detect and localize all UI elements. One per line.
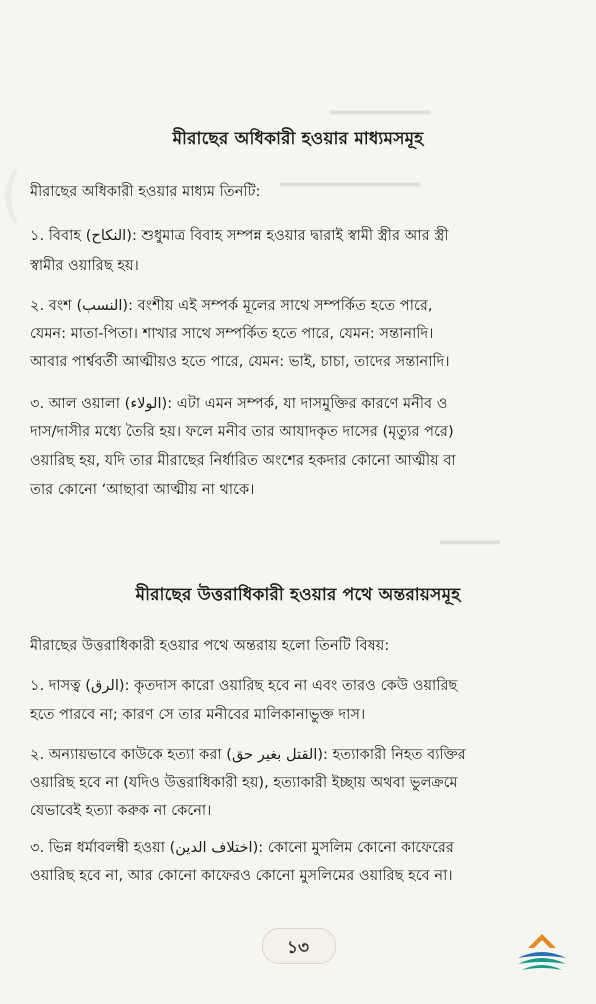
section-heading-2: মীরাছের উত্তরাধিকারী হওয়ার পথে অন্তরায়সমূহ: [135, 585, 461, 605]
bleed-through-margin: (: [0, 160, 24, 230]
paragraph-line: হতে পারবে না; কারণ সে তার মনীবের মালিকানাভুক্ত দাস।: [30, 706, 366, 723]
paragraph-line: ৩. আল ওয়ালা (الولاء): এটা এমন সম্পর্ক, যা দাসমুক্তির কারণে মনীব ও: [30, 395, 448, 412]
paragraph-line: স্বামীর ওয়ারিছ হয়।: [30, 257, 139, 274]
paragraph-line: ৩. ভিন্ন ধর্মাবলম্বী হওয়া (اختلاف الدين): কোনো মুসলিম কোনো কাফেরের: [30, 839, 454, 856]
paragraph-line: মীরাছের উত্তরাধিকারী হওয়ার পথে অন্তরায় হলো তিনটি বিষয়:: [30, 637, 390, 654]
paragraph-line: ওয়ারিছ হবে না, আর কোনো কাফেরও কোনো মুসলিমের ওয়ারিছ হবে না।: [30, 867, 453, 884]
bleed-through-text: ▂▂▂▂▂▂▂▂▂▂: [330, 100, 430, 115]
paragraph-line: আবার পার্শ্ববর্তী আত্মীয়ও হতে পারে, যেমন: ভাই, চাচা, তাদের সন্তানাদি।: [30, 353, 450, 370]
page-number: ১৩: [286, 938, 310, 958]
paragraph-line: যেভাবেই হত্যা করুক না কেনো।: [30, 802, 212, 819]
publisher-logo-icon: [512, 928, 572, 988]
section-heading-1: মীরাছের অধিকারী হওয়ার মাধ্যমসমূহ: [172, 129, 424, 149]
bleed-through-text: ▂▂▂▂▂▂: [440, 530, 500, 545]
paragraph-line: ১. দাসত্ব (الرق): কৃতদাস কারো ওয়ারিছ হবে না এবং তারও কেউ ওয়ারিছ: [30, 677, 458, 694]
paragraph-line: ২. বংশ (النسب): বংশীয় এই সম্পর্ক মূলের সাথে সম্পর্কিত হতে পারে,: [30, 297, 433, 314]
paragraph-line: দাস/দাসীর মধ্যে তৈরি হয়। ফলে মনীব তার আযাদকৃত দাসের (মৃত্যুর পরে): [30, 423, 454, 440]
paragraph-line: ২. অন্যায়ভাবে কাউকে হত্যা করা (القتل بغير حق): হত্যাকারী নিহত ব্যক্তির: [30, 746, 466, 763]
paragraph-line: তার কোনো ‘আছাবা আত্মীয় না থাকে।: [30, 481, 255, 498]
paragraph-line: ১. বিবাহ (النكاح): শুধুমাত্র বিবাহ সম্পন্ন হওয়ার দ্বারাই স্বামী স্ত্রীর আর স্ত্রী: [30, 227, 449, 244]
paragraph-line: ওয়ারিছ হয়, যদি তার মীরাছের নির্ধারিত অংশের হকদার কোনো আত্মীয় বা: [30, 452, 456, 469]
paragraph-line: মীরাছের অধিকারী হওয়ার মাধ্যম তিনটি:: [30, 183, 261, 200]
paragraph-line: যেমন: মাতা-পিতা। শাখার সাথে সম্পর্কিত হতে পারে, যেমন: সন্তানাদি।: [30, 325, 434, 342]
bleed-through-text: ▂▂▂▂▂▂▂▂▂▂▂▂▂▂: [280, 172, 420, 187]
paragraph-line: ওয়ারিছ হবে না (যদিও উত্তরাধিকারী হয়), হত্যাকারী ইচ্ছায় অথবা ভুলক্রমে: [30, 774, 458, 791]
